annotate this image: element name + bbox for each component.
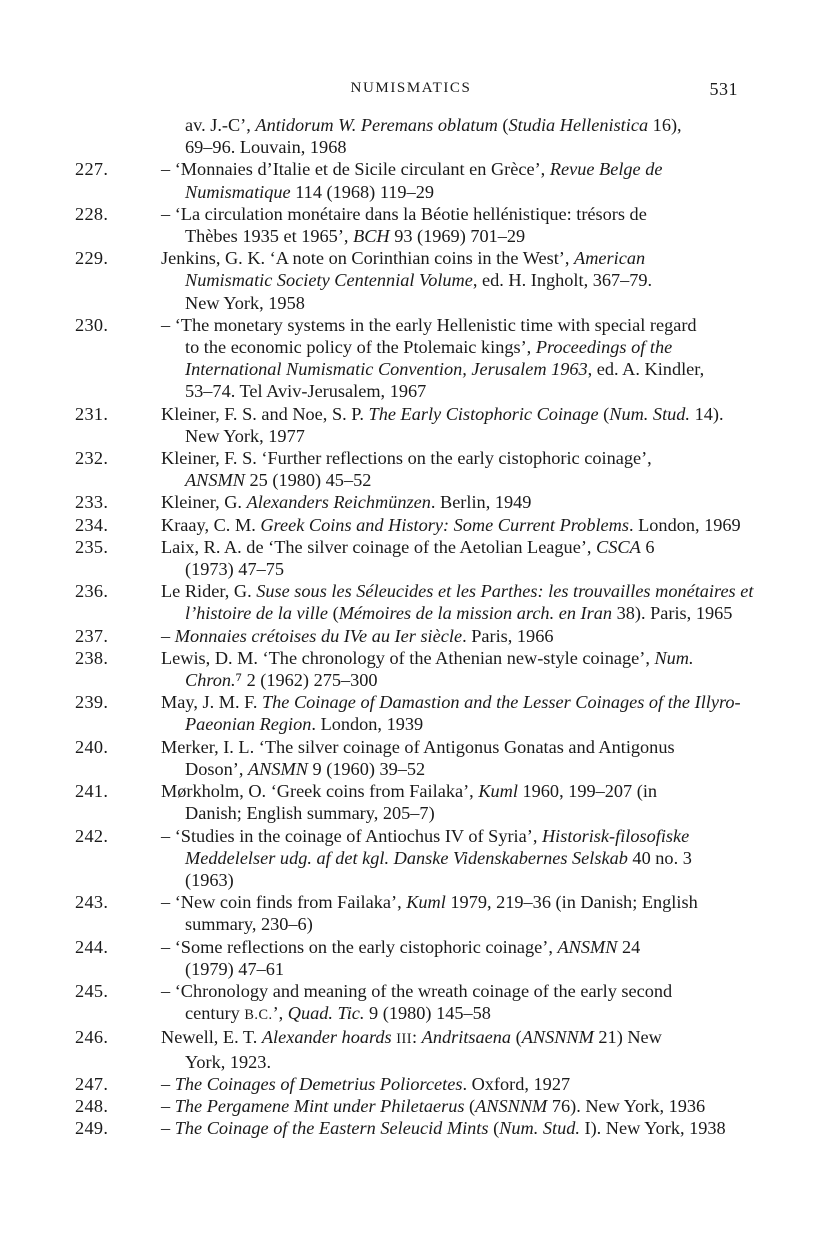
entry-line: Meddelelser udg. af det kgl. Danske Videnskabernes Selskab 40 no. 3 — [185, 847, 692, 868]
running-title: NUMISMATICS — [350, 80, 472, 96]
bibliography-entry — [0, 891, 822, 935]
entry-number: 231. — [75, 403, 109, 424]
entry-line: Kleiner, G. Alexanders Reichmünzen. Berlin, 1949 — [161, 492, 532, 513]
entry-line: – ‘Studies in the coinage of Antiochus IV of Syria’, Historisk-filosofiske — [161, 825, 690, 846]
entry-number: 240. — [75, 736, 109, 757]
entry-number: 242. — [75, 825, 109, 846]
bibliography-entry — [0, 1117, 822, 1139]
bibliography-entry — [0, 447, 822, 491]
entry-line: l’histoire de la ville (Mémoires de la mission arch. en Iran 38). Paris, 1965 — [185, 603, 733, 624]
entry-line: av. J.-C’, Antidorum W. Peremans oblatum (Studia Hellenistica 16), — [185, 115, 682, 135]
bibliography-entry — [0, 491, 822, 513]
entry-line: York, 1923. — [185, 1051, 272, 1072]
entry-line: – Monnaies crétoises du IVe au Ier siècle. Paris, 1966 — [161, 625, 554, 646]
bibliography-entry — [0, 514, 822, 536]
entry-line: Kleiner, F. S. and Noe, S. P. The Early Cistophoric Coinage (Num. Stud. 14). — [161, 403, 724, 424]
bibliography-list — [0, 114, 822, 1139]
entry-line: Le Rider, G. Suse sous les Séleucides et les Parthes: les trouvailles monétaires et — [161, 581, 754, 602]
bibliography-entry — [0, 825, 822, 892]
entry-number: 233. — [75, 492, 109, 513]
entry-line: Laix, R. A. de ‘The silver coinage of the Aetolian League’, CSCA 6 — [161, 536, 655, 557]
entry-line: New York, 1977 — [185, 425, 305, 446]
entry-number: 239. — [75, 692, 109, 713]
bibliography-entry — [0, 1073, 822, 1095]
entry-line: Doson’, ANSMN 9 (1960) 39–52 — [185, 758, 426, 779]
entry-line: summary, 230–6) — [185, 914, 313, 935]
entry-number: 237. — [75, 625, 109, 646]
entry-line: – The Coinages of Demetrius Poliorcetes. Oxford, 1927 — [161, 1073, 571, 1094]
entry-line: Numismatic Society Centennial Volume, ed. H. Ingholt, 367–79. — [185, 270, 653, 291]
entry-line: Kleiner, F. S. ‘Further reflections on the early cistophoric coinage’, — [161, 448, 652, 469]
bibliography-entry — [0, 736, 822, 780]
bibliography-entry — [0, 1026, 822, 1072]
entry-number: 238. — [75, 647, 109, 668]
entry-line: – ‘Chronology and meaning of the wreath coinage of the early second — [161, 980, 673, 1001]
bibliography-entry — [0, 536, 822, 580]
entry-line: Mørkholm, O. ‘Greek coins from Failaka’, Kuml 1960, 199–207 (in — [161, 781, 658, 802]
bibliography-entry — [0, 625, 822, 647]
entry-line: Numismatique 114 (1968) 119–29 — [185, 181, 434, 202]
entry-number: 229. — [75, 248, 109, 269]
entry-line: Kraay, C. M. Greek Coins and History: Some Current Problems. London, 1969 — [161, 514, 741, 535]
entry-line: Thèbes 1935 et 1965’, BCH 93 (1969) 701–29 — [185, 226, 526, 247]
entry-number: 227. — [75, 159, 109, 180]
bibliography-entry — [0, 114, 822, 158]
entry-number: 246. — [75, 1027, 109, 1048]
entry-number: 245. — [75, 980, 109, 1001]
bibliography-entry — [0, 647, 822, 691]
entry-line: – ‘The monetary systems in the early Hellenistic time with special regard — [161, 314, 697, 335]
entry-number: 232. — [75, 448, 109, 469]
entry-line: International Numismatic Convention, Jerusalem 1963, ed. A. Kindler, — [185, 359, 705, 380]
entry-number: 241. — [75, 781, 109, 802]
page-number: 531 — [709, 79, 738, 99]
entry-number: 235. — [75, 536, 109, 557]
entry-line: Merker, I. L. ‘The silver coinage of Antigonus Gonatas and Antigonus — [161, 736, 675, 757]
entry-line: May, J. M. F. The Coinage of Damastion and the Lesser Coinages of the Illyro- — [161, 692, 741, 713]
entry-line: ANSMN 25 (1980) 45–52 — [185, 470, 372, 491]
entry-line: – ‘Some reflections on the early cistophoric coinage’, ANSMN 24 — [161, 936, 641, 957]
entry-number: 230. — [75, 314, 109, 335]
running-head — [0, 80, 822, 104]
entry-line: – The Pergamene Mint under Philetaerus (ANSNNM 76). New York, 1936 — [161, 1095, 706, 1116]
entry-line: Chron.⁷ 2 (1962) 275–300 — [185, 670, 378, 691]
bibliography-entry — [0, 247, 822, 314]
entry-line: – The Coinage of the Eastern Seleucid Mints (Num. Stud. I). New York, 1938 — [161, 1118, 726, 1139]
entry-number: 236. — [75, 581, 109, 602]
entry-line: century B.C.’, Quad. Tic. 9 (1980) 145–58 — [185, 1003, 491, 1024]
entry-line: Lewis, D. M. ‘The chronology of the Athenian new-style coinage’, Num. — [161, 647, 694, 668]
entry-line: Danish; English summary, 205–7) — [185, 803, 435, 824]
bibliography-entry — [0, 403, 822, 447]
bibliography-entry — [0, 1095, 822, 1117]
entry-number: 249. — [75, 1118, 109, 1139]
entry-number: 243. — [75, 892, 109, 913]
bibliography-entry — [0, 580, 822, 624]
bibliography-entry — [0, 936, 822, 980]
entry-line: (1963) — [185, 869, 234, 890]
entry-line: to the economic policy of the Ptolemaic kings’, Proceedings of the — [185, 337, 673, 358]
entry-line: 53–74. Tel Aviv-Jerusalem, 1967 — [185, 381, 427, 402]
bibliography-entry — [0, 780, 822, 824]
entry-number: 244. — [75, 936, 109, 957]
bibliography-entry — [0, 158, 822, 202]
entry-line: (1973) 47–75 — [185, 559, 285, 580]
entry-number: 247. — [75, 1073, 109, 1094]
entry-line: (1979) 47–61 — [185, 958, 285, 979]
bibliography-entry — [0, 203, 822, 247]
bibliography-entry — [0, 980, 822, 1026]
bibliography-entry — [0, 691, 822, 735]
entry-line: Jenkins, G. K. ‘A note on Corinthian coins in the West’, American — [161, 248, 646, 269]
entry-number: 228. — [75, 203, 109, 224]
entry-line: – ‘La circulation monétaire dans la Béotie hellénistique: trésors de — [161, 203, 647, 224]
entry-line: Paeonian Region. London, 1939 — [185, 714, 424, 735]
entry-line: – ‘Monnaies d’Italie et de Sicile circulant en Grèce’, Revue Belge de — [161, 159, 663, 180]
entry-line: 69–96. Louvain, 1968 — [185, 137, 347, 158]
entry-line: – ‘New coin finds from Failaka’, Kuml 1979, 219–36 (in Danish; English — [161, 892, 698, 913]
entry-number: 248. — [75, 1095, 109, 1116]
entry-number: 234. — [75, 514, 109, 535]
entry-line: Newell, E. T. Alexander hoards III: Andritsaena (ANSNNM 21) New — [161, 1027, 662, 1048]
bibliography-entry — [0, 314, 822, 403]
entry-line: New York, 1958 — [185, 292, 305, 313]
